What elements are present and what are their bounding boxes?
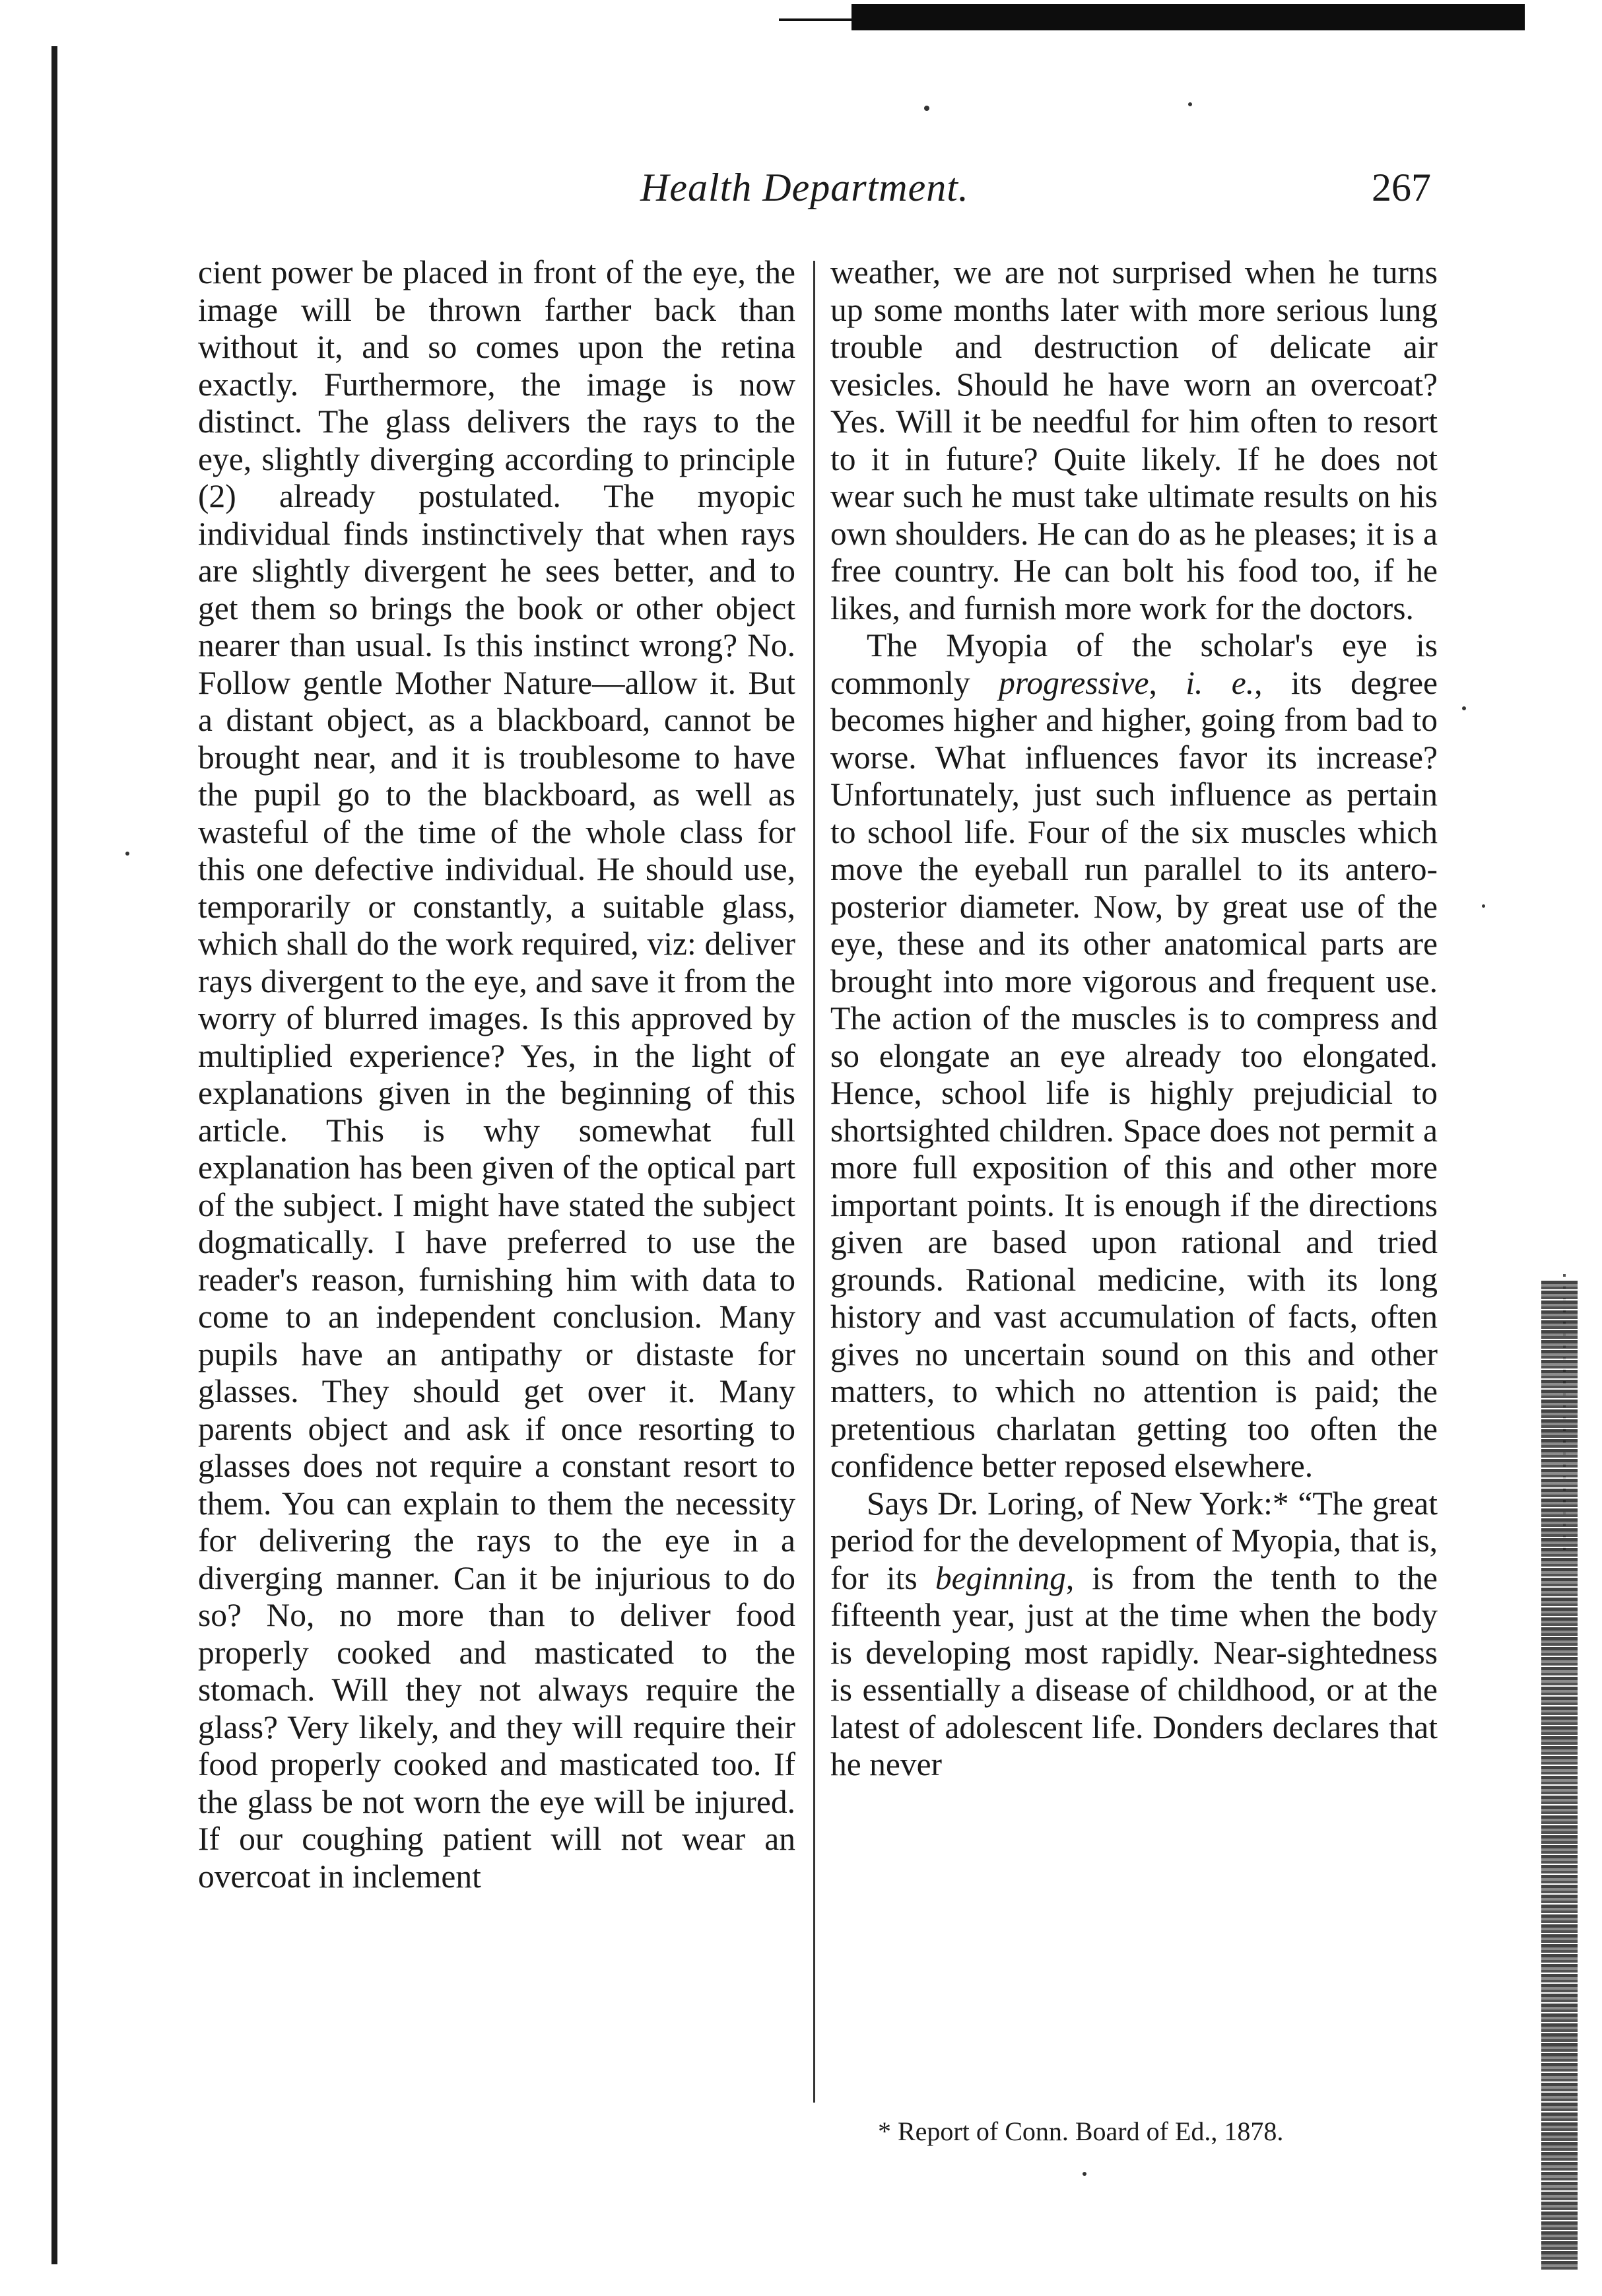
footnote: * Report of Conn. Board of Ed., 1878. — [878, 2116, 1284, 2146]
page-header — [191, 165, 1446, 238]
emphasis-ie: i. e. — [1185, 664, 1255, 701]
running-title: Health Department. — [640, 166, 969, 209]
right-column — [830, 254, 1438, 1784]
column-divider — [813, 261, 815, 2103]
scan-speck — [1083, 2172, 1086, 2176]
page-number: 267 — [1372, 166, 1431, 209]
right-binding-edge — [1541, 1281, 1578, 2271]
right-paragraph-1: weather, we are not surprised when he turns up some months later with more serious lung trouble and destruction of delicate air vesicles. Should he have worn an overcoat? Yes. Will it be needful for him often to resort to it in future? Quite likely. If he does not wear such he must take ultimate results on his own shoulders. He can do as he pleases; it is a free country. He can bolt his food too, if he likes, and furnish more work for the doctors. — [830, 254, 1438, 626]
text-run: , is from the tenth to the fifteenth year, just at the time when the body is developing most rapidly. Near-sightedness is essentially a disease of childhood, or at the latest of adolescent life. Donders declares that he never — [830, 1559, 1438, 1782]
left-column — [198, 254, 795, 1895]
top-scan-edge — [851, 4, 1525, 30]
scan-speck — [125, 852, 129, 856]
text-run: Says Dr. Loring, of New York:* “The great period for the development of Myopia, that is, for its — [830, 1485, 1438, 1596]
left-scan-edge — [51, 46, 57, 2264]
text-run: , — [1149, 664, 1186, 701]
left-paragraph: cient power be placed in front of the eye, the image will be thrown farther back than without it, and so comes upon the retina exactly. Furthermore, the image is now distinct. The glass delivers the rays to the eye, slightly diverging according to principle (2) already postulated. The myopic individual finds instinctively that when rays are slightly divergent he sees better, and to get them so brings the book or other object nearer than usual. Is this instinct wrong? No. Follow gentle Mother Nature—allow it. But a distant object, as a blackboard, cannot be brought near, and it is troublesome to have the pupil go to the blackboard, as well as wasteful of the time of the whole class for this one defective individual. He should use, temporarily or constantly, a suitable glass, which shall do the work required, viz: deliver rays divergent to the eye, and save it from the worry of blurred images. Is this approved by multiplied experience? Yes, in the light of explanations given in the beginning of this article. This is why somewhat full explanation has been given of the optical part of the subject. I might have stated the subject dogmatically. I have preferred to use the reader's reason, furnishing him with data to come to an independent conclusion. Many pupils have an antipathy or distaste for glasses. They should get over it. Many parents object and ask if once resorting to glasses does not require a constant resort to them. You can explain to them the necessity for delivering the rays to the eye in a diverging manner. Can it be injurious to do so? No, no more than to deliver food properly cooked and masticated to the stomach. Will they not always require the glass? Very likely, and they will require their food properly cooked and masticated too. If the glass be not worn the eye will be injured. If our coughing patient will not wear an overcoat in inclement — [198, 254, 795, 1895]
text-run: The Myopia of the scholar's eye is commonly — [830, 627, 1438, 701]
scan-speck — [1188, 102, 1192, 106]
right-paragraph-3 — [830, 1485, 1438, 1784]
text-run: , its degree becomes higher and higher, going from bad to worse. What influences favor its increase? Unfortunately, just such influence as pertain to school life. Four of the six muscles which move the eyeball run parallel to its antero-posterior diameter. Now, by great use of the eye, these and its other anatomical parts are brought into more vigorous and frequent use. The action of the muscles is to compress and so elongate an eye already too elongated. Hence, school life is highly prejudicial to shortsighted children. Space does not permit a more full exposition of this and other more important points. It is enough if the directions given are based upon rational and tried grounds. Rational medicine, with its long history and vast accumulation of facts, often gives no uncertain sound on this and other matters, to which no attention is paid; the pretentious charlatan getting too often the confidence better reposed elsewhere. — [830, 664, 1438, 1484]
scan-speck — [1462, 706, 1466, 710]
emphasis-beginning: beginning — [935, 1559, 1066, 1596]
scan-speck — [924, 106, 929, 111]
right-paragraph-2 — [830, 627, 1438, 1485]
emphasis-progressive: progressive — [999, 664, 1149, 701]
scan-speck — [1482, 904, 1485, 908]
